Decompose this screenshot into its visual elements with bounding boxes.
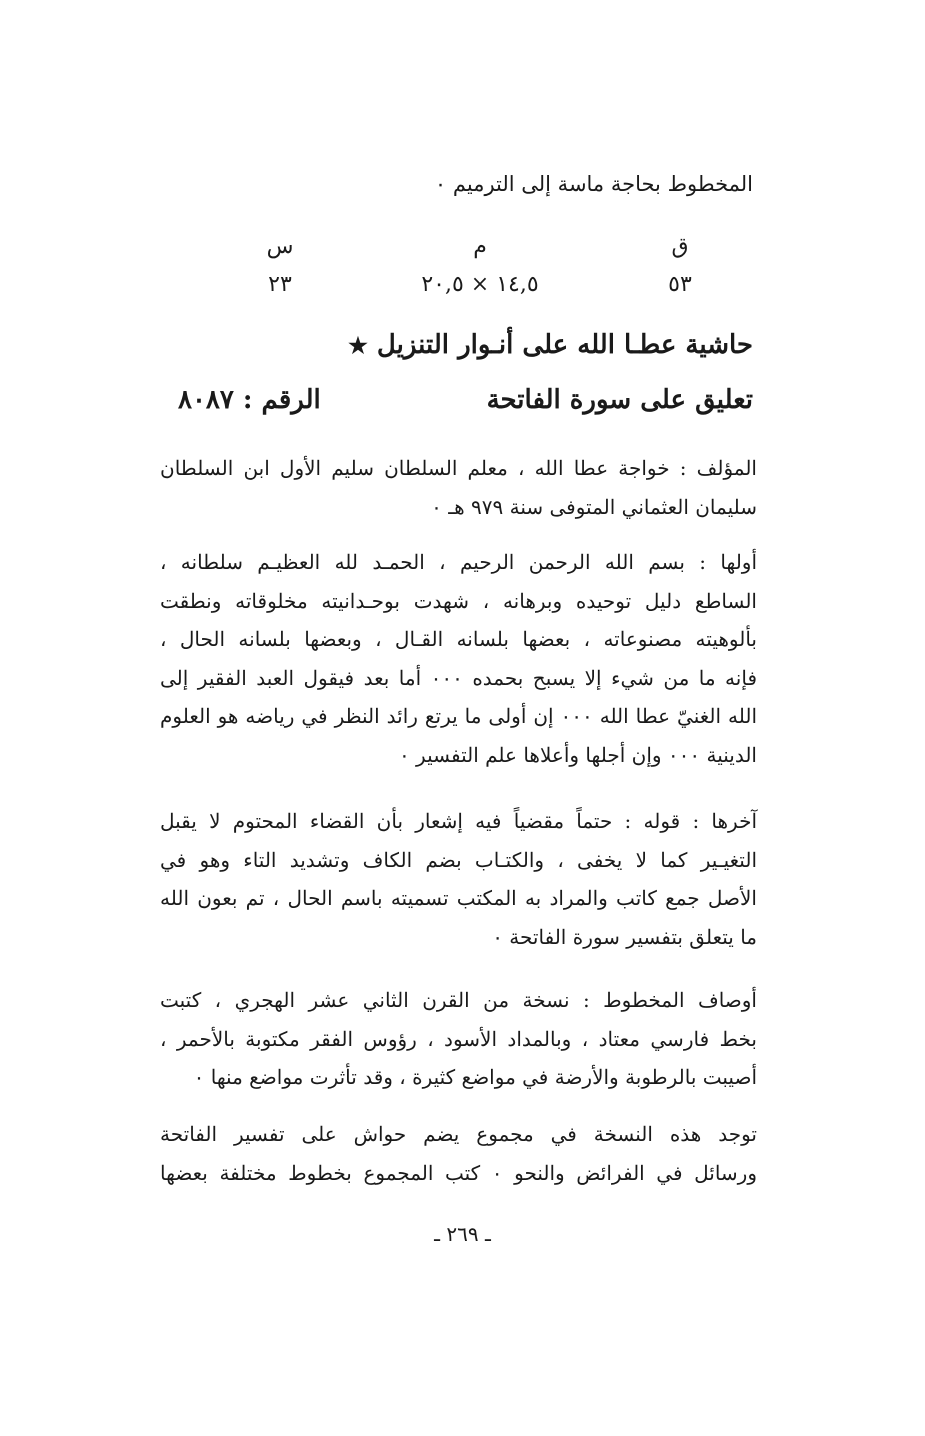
author-paragraph [160, 449, 757, 526]
text-line: أصيبت بالرطوبة والأرضة في مواضع كثيرة ، وقد تأثرت مواضع منها ٠ [193, 1065, 757, 1089]
text-line: الدينية ٠٠٠ وإن أجلها وأعلاها علم التفسير ٠ [398, 742, 757, 767]
folios-column [640, 228, 720, 304]
dimensions-label: م [473, 234, 487, 259]
dimensions-value: ١٤,٥ × ٢٠,٥ [421, 272, 539, 297]
restoration-note: المخطوط بحاجة ماسة إلى الترميم ٠ [434, 172, 753, 196]
description-paragraph [160, 981, 757, 1097]
text-line: الأصل جمع كاتب والمراد به المكتب تسميته باسم الحال ، تم بعون الله [160, 886, 757, 910]
text-line: بألوهيته مصنوعاته ، بعضها بلسانه القـال ، وبعضها بلسانه الحال ، [160, 627, 757, 651]
lines-value: ٢٣ [268, 272, 292, 297]
lines-count-column [240, 228, 320, 304]
subtitle-row [178, 385, 753, 429]
manuscript-metadata-table [230, 228, 730, 308]
text-line: بخط فارسي معتاد ، وبالمداد الأسود ، رؤوس الفقر مكتوبة بالأحمر ، [160, 1026, 757, 1051]
text-line: الله الغنيّ عطا الله ٠٠٠ إن أولى ما يرتع رائد النظر في رياضه هو العلوم [160, 704, 757, 728]
text-line: أولها : بسم الله الرحمن الرحيم ، الحمـد لله العظيـم سلطانه ، [160, 550, 757, 574]
text-line: سليمان العثماني المتوفى سنة ٩٧٩ هـ ٠ [431, 494, 757, 519]
text-line: الساطع دليل توحيده وبرهانه ، شهدت بوحـدانيته مخلوقاته ونطقت [160, 588, 757, 613]
text-line: توجد هذه النسخة في مجموع يضم حواش على تفسير الفاتحة [160, 1122, 757, 1146]
dimensions-column [395, 228, 565, 304]
subtitle: تعليق على سورة الفاتحة [486, 385, 753, 415]
title-text: حاشية عطـا الله على أنـوار التنزيل [376, 330, 753, 360]
catalog-number: الرقم : ٨٠٨٧ [178, 385, 321, 415]
lines-label: س [266, 234, 294, 259]
text-line: فإنه ما من شيء إلا يسبح بحمده ٠٠٠ أما بعد فيقول العبد الفقير إلى [160, 665, 758, 690]
text-line: المؤلف : خواجة عطا الله ، معلم السلطان سليم الأول ابن السلطان [160, 456, 757, 480]
folios-label: ق [671, 234, 689, 259]
collection-note-paragraph [160, 1115, 757, 1192]
text-line: آخرها : قوله : حتماً مقضياً فيه إشعار بأن القضاء المحتوم لا يقبل [160, 809, 757, 833]
page-number: ـ ٢٦٩ ـ [434, 1222, 491, 1246]
star-icon: ★ [348, 333, 368, 359]
text-line: ما يتعلق بتفسير سورة الفاتحة ٠ [492, 924, 757, 949]
incipit-paragraph [160, 543, 757, 774]
text-line: التغيـير كما لا يخفى ، والكتـاب بضم الكاف وتشديد التاء وهو في [160, 847, 757, 872]
folios-value: ٥٣ [668, 272, 692, 297]
manuscript-title [348, 330, 753, 360]
text-line: ورسائل في الفرائض والنحو ٠ كتب المجموع بخطوط مختلفة بعضها [160, 1160, 757, 1185]
explicit-paragraph [160, 802, 757, 956]
text-line: أوصاف المخطوط : نسخة من القرن الثاني عشر الهجري ، كتبت [160, 988, 757, 1012]
